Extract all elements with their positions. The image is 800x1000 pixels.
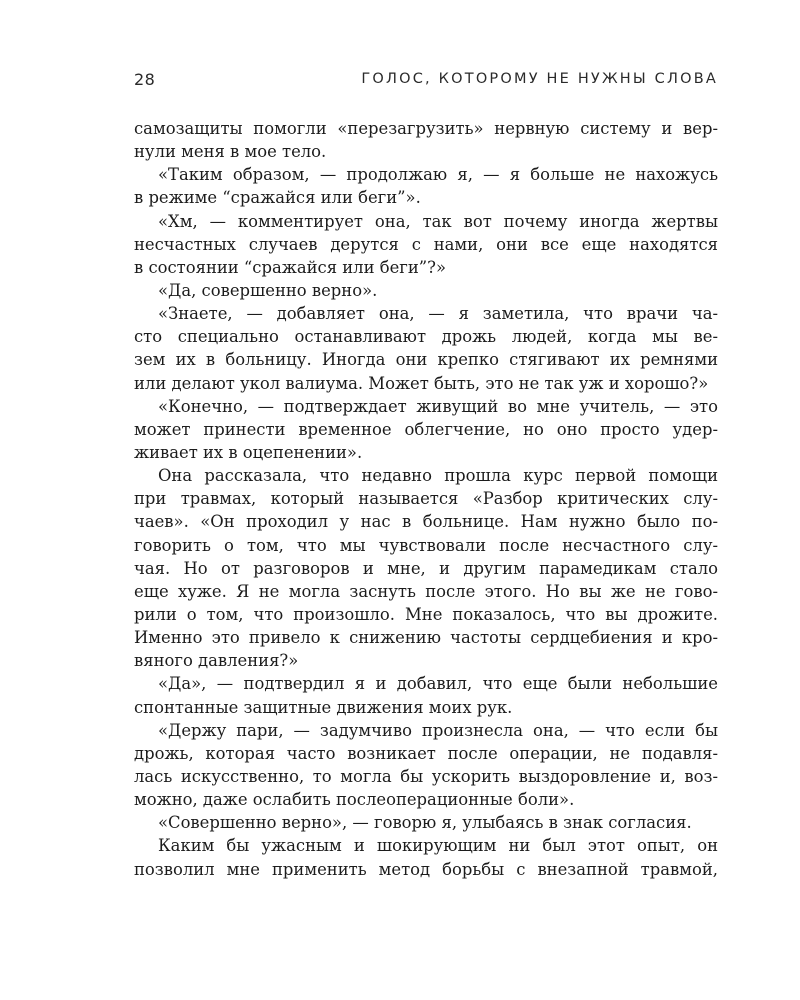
text-line: Она рассказала, что недавно прошла курс первой помощи [158, 466, 718, 486]
text-line: дрожь, которая часто возникает после операции, не подавля- [134, 743, 718, 763]
text-line: при травмах, который называется «Разбор критических слу- [134, 489, 718, 509]
text-line: вяного давления?» [134, 651, 299, 671]
text-line: несчастных случаев дерутся с нами, они все еще находятся [134, 234, 718, 254]
text-line: позволил мне применить метод борьбы с внезапной травмой, [134, 859, 718, 879]
page-number: 28 [134, 70, 156, 89]
text-line: самозащиты помогли «перезагрузить» нервную систему и вер- [134, 119, 718, 138]
text-line: рили о том, что произошло. Мне показалось, что вы дрожите. [134, 604, 718, 624]
text-line: «Хм, — комментирует она, так вот почему иногда жертвы [158, 211, 718, 231]
running-title: ГОЛОС, КОТОРОМУ НЕ НУЖНЫ СЛОВА [361, 71, 718, 87]
text-line: сто специально останавливают дрожь людей, когда мы ве- [134, 327, 718, 347]
text-line: можно, даже ослабить послеоперационные боли». [134, 790, 575, 810]
text-line: в режиме “сражайся или беги”». [134, 188, 421, 208]
body-text [134, 117, 718, 881]
text-line: зем их в больницу. Иногда они крепко стягивают их ремнями [134, 350, 718, 370]
text-line: в состоянии “сражайся или беги”?» [134, 257, 446, 277]
text-line: живает их в оцепенении». [134, 442, 363, 462]
text-line: нули меня в мое тело. [134, 142, 327, 162]
text-line: чая. Но от разговоров и мне, и другим парамедикам стало [134, 558, 718, 578]
text-line: «Конечно, — подтверждает живущий во мне учитель, — это [158, 396, 718, 416]
text-line: Именно это привело к снижению частоты сердцебиения и кро- [134, 628, 718, 648]
text-line: или делают укол валиума. Может быть, это не так уж и хорошо?» [134, 373, 709, 393]
text-line: «Да», — подтвердил я и добавил, что еще были небольшие [158, 674, 718, 694]
text-line: «Да, совершенно верно». [158, 280, 378, 300]
text-line: Каким бы ужасным и шокирующим ни был этот опыт, он [158, 836, 718, 856]
page-header [134, 70, 718, 94]
text-line: спонтанные защитные движения моих рук. [134, 697, 513, 717]
text-line: лась искусственно, то могла бы ускорить выздоровление и, воз- [134, 766, 718, 786]
text-line: может принести временное облегчение, но оно просто удер- [134, 419, 718, 439]
text-line: «Таким образом, — продолжаю я, — я больше не нахожусь [158, 165, 718, 185]
text-line: говорить о том, что мы чувствовали после несчастного слу- [134, 535, 718, 555]
text-line: «Совершенно верно», — говорю я, улыбаясь в знак согласия. [158, 813, 692, 833]
text-line: «Держу пари, — задумчиво произнесла она, — что если бы [158, 720, 718, 740]
text-line: «Знаете, — добавляет она, — я заметила, что врачи ча- [158, 304, 718, 324]
text-line: чаев». «Он проходил у нас в больнице. Нам нужно было по- [134, 512, 718, 532]
text-line: еще хуже. Я не могла заснуть после этого. Но вы же не гово- [134, 581, 718, 601]
